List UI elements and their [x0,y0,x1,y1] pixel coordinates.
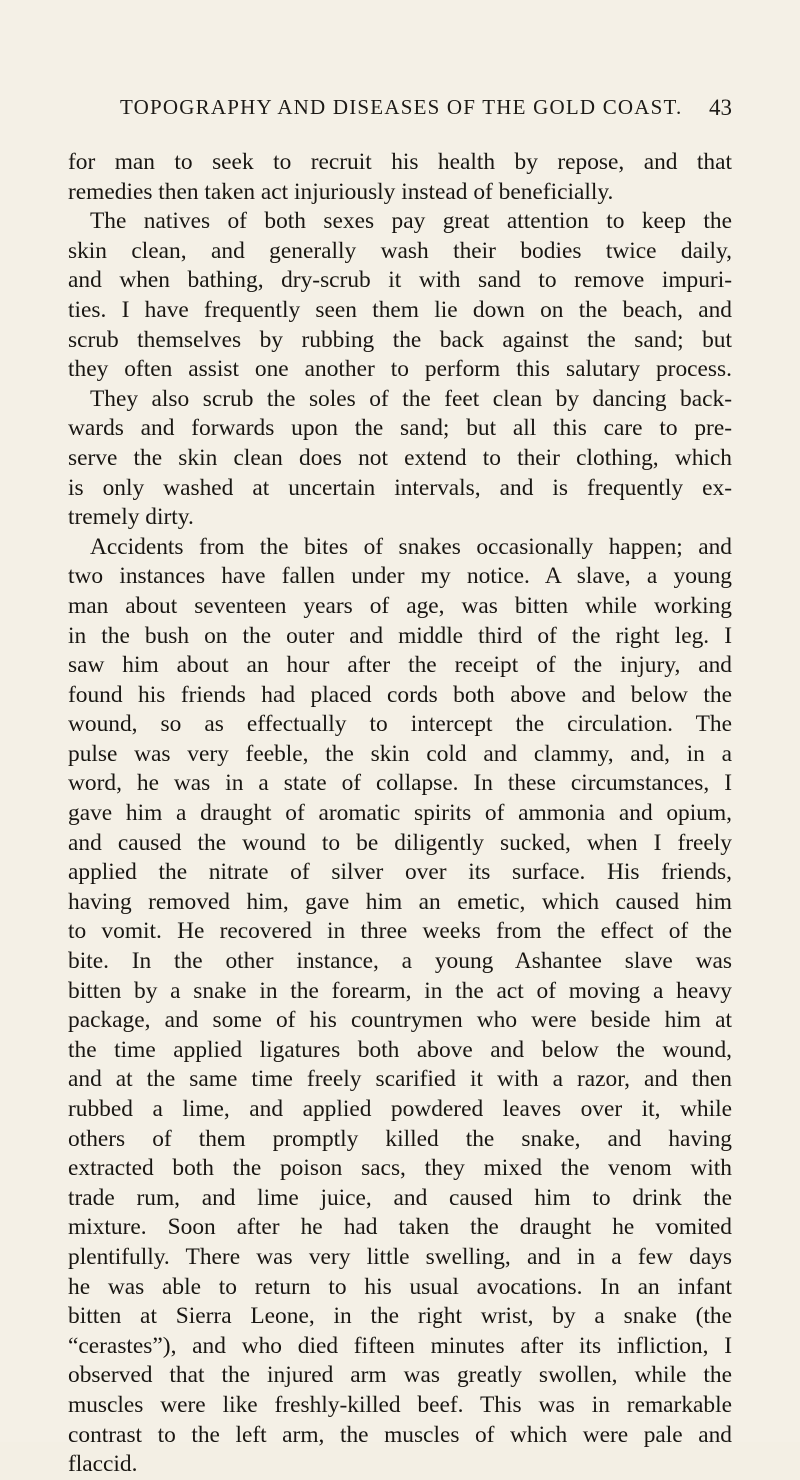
text-line: wards and forwards upon the sand; but all this care to pre- [68,415,732,442]
text-line: “cerastes”), and who died fifteen minutes after its infliction, I [68,1332,732,1359]
text-line: bitten by a snake in the forearm, in the act of moving a heavy [68,977,732,1004]
text-line: wound, so as effectually to intercept the circulation. The [68,711,732,738]
text-line: trade rum, and lime juice, and caused him to drink the [68,1184,732,1211]
text-line: having removed him, gave him an emetic, which caused him [68,888,732,915]
text-line: to vomit. He recovered in three weeks from the effect of the [68,918,732,945]
text-line: The natives of both sexes pay great attention to keep the [90,208,732,235]
text-line: muscles were like freshly-killed beef. This was in remarkable [68,1391,732,1418]
text-line: pulse was very feeble, the skin cold and clammy, and, in a [68,740,732,767]
text-line: plentifully. There was very little swelling, and in a few days [68,1243,732,1270]
text-line: contrast to the left arm, the muscles of which were pale and [68,1421,732,1448]
text-line: they often assist one another to perform this salutary process. [68,356,732,383]
text-line: is only washed at uncertain intervals, and is frequently ex- [68,474,732,501]
text-line: and caused the wound to be diligently sucked, when I freely [68,829,732,856]
text-line: he was able to return to his usual avocations. In an infant [68,1273,732,1300]
text-line: They also scrub the soles of the feet clean by dancing back- [90,385,732,412]
text-line: the time applied ligatures both above and below the wound, [68,1036,732,1063]
text-line: word, he was in a state of collapse. In these circumstances, I [68,770,732,797]
text-line: bitten at Sierra Leone, in the right wrist, by a snake (the [68,1303,732,1330]
text-line: observed that the injured arm was greatly swollen, while the [68,1362,732,1389]
running-title: TOPOGRAPHY AND DISEASES OF THE GOLD COAST. [120,95,683,119]
text-line: others of them promptly killed the snake, and having [68,1125,732,1152]
text-line: package, and some of his countrymen who were beside him at [68,1007,732,1034]
text-line: skin clean, and generally wash their bodies twice daily, [68,237,732,264]
text-line: remedies then taken act injuriously instead of beneficially. [68,178,614,205]
text-line: found his friends had placed cords both above and below the [68,681,732,708]
text-line: and when bathing, dry-scrub it with sand to remove impuri- [68,267,732,294]
text-line: Accidents from the bites of snakes occasionally happen; and [90,533,732,560]
text-line: in the bush on the outer and middle third of the right leg. I [68,622,732,649]
text-line: scrub themselves by rubbing the back against the sand; but [68,326,732,353]
text-line: rubbed a lime, and applied powdered leaves over it, while [68,1096,732,1122]
text-line: and at the same time freely scarified it with a razor, and then [68,1066,732,1093]
text-line: ties. I have frequently seen them lie down on the beach, and [68,296,732,323]
text-line: for man to seek to recruit his health by repose, and that [68,149,732,175]
page-number: 43 [709,95,732,120]
page-header [68,95,732,129]
text-line: extracted both the poison sacs, they mixed the venom with [68,1155,732,1182]
text-line: two instances have fallen under my notice. A slave, a young [68,563,732,590]
text-line: mixture. Soon after he had taken the draught he vomited [68,1214,732,1241]
text-line: gave him a draught of aromatic spirits of ammonia and opium, [68,800,732,827]
text-line: tremely dirty. [68,504,194,531]
text-line: saw him about an hour after the receipt of the injury, and [68,652,732,679]
text-line: serve the skin clean does not extend to their clothing, which [68,444,732,471]
text-line: applied the nitrate of silver over its surface. His friends, [68,859,732,886]
text-line: bite. In the other instance, a young Ashantee slave was [68,948,732,975]
body-text [68,148,732,1480]
text-line: man about seventeen years of age, was bitten while working [68,592,732,619]
text-line: flaccid. [68,1451,138,1478]
